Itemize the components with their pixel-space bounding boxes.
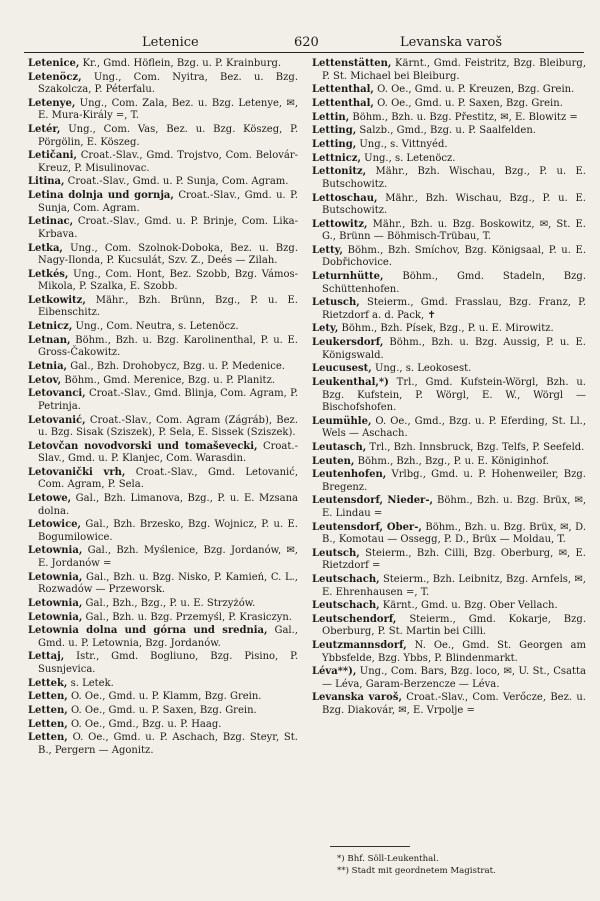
- entry-name: Letinac,: [28, 216, 74, 228]
- entry-name: Lettonitz,: [312, 166, 367, 178]
- entry-text: O. Oe., Gmd., Bzg. u. P. Eferding, St. Ll., Wels — Aschach.: [322, 415, 586, 440]
- entry-name: Letnicz,: [28, 321, 73, 333]
- directory-entry: [312, 84, 586, 97]
- entry-name: Leuten,: [312, 455, 355, 467]
- entry-name: Lettnicz,: [312, 152, 361, 164]
- directory-entry: [28, 321, 298, 334]
- entry-name: Letownia,: [28, 571, 83, 583]
- entry-text: Böhm., Bzh. Smíchov, Bzg. Königsaal, P. u. E. Dobřichovice.: [322, 244, 586, 269]
- directory-entry: [28, 295, 298, 320]
- entry-name: Leutensdorf, Nieder-,: [312, 495, 433, 507]
- directory-entry: [312, 548, 586, 573]
- directory-entry: [28, 98, 298, 123]
- directory-entry: [312, 574, 586, 599]
- footnote-rule: [330, 846, 410, 847]
- entry-name: Lettaj,: [28, 651, 65, 663]
- entry-name: Leturnhütte,: [312, 271, 384, 283]
- entry-text: Ung., s. Leokosest.: [374, 363, 472, 375]
- entry-name: Letten,: [28, 691, 68, 703]
- entry-name: Lettenthal,: [312, 84, 374, 96]
- directory-entry: [28, 335, 298, 360]
- page-header: [24, 30, 584, 53]
- directory-entry: [28, 176, 298, 189]
- directory-entry: [312, 614, 586, 639]
- directory-entry: [28, 58, 298, 71]
- entry-text: Trl., Bzh. Innsbruck, Bzg. Telfs, P. Seefeld.: [369, 441, 585, 453]
- entry-name: Letovanić,: [28, 414, 86, 426]
- directory-entry: [312, 271, 586, 296]
- entry-name: Letnan,: [28, 334, 71, 346]
- entry-name: Litina,: [28, 176, 65, 188]
- entry-name: Letusch,: [312, 297, 360, 309]
- directory-entry: [28, 732, 298, 757]
- directory-entry: [28, 519, 298, 544]
- entry-text: Kr., Gmd. Höflein, Bzg. u. P. Krainburg.: [82, 58, 282, 69]
- directory-entry: [28, 441, 298, 466]
- entry-text: Ung., Com. Neutra, s. Letenöcz.: [75, 321, 239, 333]
- entry-text: Ung., Com. Vas, Bez. u. Bzg. Köszeg, P. Pörgölin, E. Köszeg.: [38, 124, 298, 148]
- entry-text: N. Oe., Gmd. St. Georgen am Ybbsfelde, Bzg. Ybbs, P. Blindenmarkt.: [322, 640, 586, 664]
- directory-entry: [28, 190, 298, 215]
- page-number: 620: [294, 35, 319, 50]
- directory-entry: [312, 245, 586, 270]
- entry-name: Letownia dolna und górna und srednia,: [28, 625, 268, 637]
- entry-text: Ung., Com. Zala, Bez. u. Bzg. Letenye, ✉, E. Mura-Király =, T.: [38, 97, 298, 122]
- right-column: [312, 58, 586, 719]
- directory-entry: [312, 469, 586, 494]
- entry-name: Letka,: [28, 242, 63, 254]
- entry-text: Gal., Bzh. Drohobycz, Bzg. u. P. Medenice.: [70, 360, 285, 372]
- entry-text: Gal., Bzh. Myślenice, Bzg. Jordanów, ✉, E. Jordanów =: [38, 545, 298, 569]
- directory-entry: [312, 193, 586, 218]
- entry-name: Letten,: [28, 718, 68, 730]
- entry-name: Leukenthal,*): [312, 377, 389, 388]
- entry-text: Croat.-Slav., Gmd. u. P. Klanjec, Com. Warasdin.: [38, 440, 298, 465]
- entry-text: Croat.-Slav., Gmd. u. P. Sunja, Com. Agram.: [67, 176, 289, 188]
- directory-entry: [28, 243, 298, 268]
- entry-name: Leutensdorf, Ober-,: [312, 521, 422, 533]
- entry-text: Mähr., Bzh. Wischau, Bzg., P. u. E. Butschowitz.: [322, 192, 586, 216]
- entry-text: Gal., Bzh. u. Bzg. Przemyśl, P. Krasiczyn.: [85, 611, 293, 623]
- entry-text: Mähr., Bzh. Brünn, Bzg., P. u. E. Eibenschitz.: [38, 294, 298, 319]
- entry-text: Croat.-Slav., Gmd. u. P. Brinje, Com. Lika-Krbava.: [38, 216, 299, 240]
- entry-name: Letowe,: [28, 493, 72, 505]
- entry-text: Böhm., Bzh. u. Bzg. Přestitz, ✉, E. Blowitz =: [352, 111, 578, 123]
- entry-text: Croat.-Slav., Gmd. Blinja, Com. Agram, P. Petrinja.: [38, 388, 298, 412]
- directory-entry: [28, 651, 298, 676]
- entry-text: Böhm., Bzh. u. Bzg. Brüx, ✉, E. Lindau =: [322, 495, 587, 519]
- entry-text: Istr., Gmd. Bogliuno, Bzg. Pisino, P. Susnjevica.: [38, 651, 298, 675]
- entry-name: Letovanički vrh,: [28, 466, 126, 478]
- directory-entry: [28, 375, 298, 388]
- entry-name: Leutschendorf,: [312, 613, 397, 625]
- directory-entry: [28, 691, 298, 704]
- entry-text: Trl., Gmd. Kufstein-Wörgl, Bzh. u. Bzg. Kufstein, P. Wörgl, E. W., Wörgl — Bischofshofen.: [322, 377, 586, 413]
- directory-entry: [312, 112, 586, 125]
- directory-entry: [312, 600, 586, 613]
- entry-text: Croat.-Slav., Gmd. Letovanić, Com. Agram, P. Sela.: [38, 466, 298, 491]
- directory-entry: [312, 377, 586, 415]
- entry-text: Gal., Bzh. Brzesko, Bzg. Wojnicz, P. u. E. Bogumilowice.: [38, 519, 298, 543]
- left-column: [28, 58, 298, 759]
- entry-text: Steierm., Gmd. Frasslau, Bzg. Franz, P. Rietzdorf a. d. Pack, ✝: [322, 297, 586, 321]
- directory-entry: [28, 719, 298, 732]
- entry-text: Ung., Com. Nyitra, Bez. u. Bzg. Szakolcza, P. Péterfalu.: [38, 71, 298, 96]
- entry-name: Letnia,: [28, 360, 68, 372]
- entry-name: Letenöcz,: [28, 71, 82, 83]
- directory-entry: [28, 467, 298, 492]
- directory-entry: [28, 493, 298, 518]
- entry-text: Croat.-Slav., Com. Verőcze, Bez. u. Bzg. Diakovár, ✉, E. Vrpolje =: [322, 692, 586, 716]
- entry-text: O. Oe., Gmd. u. P. Klamm, Bzg. Grein.: [70, 691, 262, 703]
- entry-text: Kärnt., Gmd. u. Bzg. Ober Vellach.: [382, 600, 558, 612]
- directory-entry: [28, 269, 298, 294]
- directory-entry: [28, 572, 298, 597]
- entry-name: Letina dolnja und gornja,: [28, 190, 174, 202]
- entry-name: Lettenthal,: [312, 97, 374, 109]
- entry-text: Gal., Bzh. Limanova, Bzg., P. u. E. Mzsana dolna.: [38, 493, 298, 517]
- entry-name: Leutzmannsdorf,: [312, 640, 407, 652]
- entry-text: Gal., Gmd. u. P. Letownia, Bzg. Jordanów.: [38, 625, 298, 649]
- entry-name: Letownia,: [28, 611, 83, 623]
- directory-entry: [312, 297, 586, 322]
- entry-name: Letowice,: [28, 519, 82, 531]
- header-left: Letenice: [142, 35, 199, 50]
- entry-name: Letkés,: [28, 268, 69, 280]
- directory-entry: [312, 363, 586, 376]
- directory-entry: [312, 337, 586, 362]
- directory-entry: [312, 495, 586, 520]
- entry-name: Lettek,: [28, 677, 68, 689]
- entry-text: O. Oe., Gmd. u. P. Aschach, Bzg. Steyr, St. B., Pergern — Agonitz.: [38, 732, 298, 756]
- directory-entry: [28, 415, 298, 440]
- entry-text: Ung., Com. Bars, Bzg. loco, ✉, U. St., Csatta — Léva, Garam-Berzencze — Léva.: [322, 666, 586, 690]
- header-right: Levanska varoš: [400, 35, 503, 50]
- entry-text: Gal., Bzh., Bzg., P. u. E. Strzyżów.: [85, 597, 256, 609]
- directory-entry: [312, 139, 586, 152]
- directory-entry: [28, 625, 298, 650]
- directory-entry: [312, 323, 586, 336]
- entry-text: Böhm., Gmd. Merenice, Bzg. u. P. Planitz.: [64, 374, 276, 386]
- entry-text: Croat.-Slav., Gmd. Trojstvo, Com. Belovár-Kreuz, P. Misulinovac.: [38, 150, 298, 174]
- directory-entry: [312, 219, 586, 244]
- entry-name: Lettoschau,: [312, 192, 378, 204]
- entry-text: Kärnt., Gmd. Feistritz, Bzg. Bleiburg, P. St. Michael bei Bleiburg.: [322, 58, 586, 82]
- entry-text: Ung., Com. Hont, Bez. Szobb, Bzg. Vámos-Mikola, P. Szalka, E. Szobb.: [38, 268, 298, 293]
- entry-name: Letovanci,: [28, 388, 86, 400]
- entry-name: Letkowitz,: [28, 294, 86, 306]
- directory-entry: [312, 125, 586, 138]
- entry-text: Böhm., Bzh. u. Bzg. Karolinenthal, P. u. E. Gross-Čakowitz.: [38, 334, 298, 359]
- entry-name: Letty,: [312, 244, 343, 256]
- directory-entry: [28, 678, 298, 691]
- entry-name: Letownia,: [28, 545, 83, 557]
- directory-entry: [28, 612, 298, 625]
- directory-entry: [28, 361, 298, 374]
- entry-text: Mähr., Bzh. u. Bzg. Boskowitz, ✉, St. E. G., Brünn — Böhmisch-Trübau, T.: [322, 218, 586, 243]
- entry-name: Letér,: [28, 124, 61, 136]
- entry-name: Letov,: [28, 374, 62, 386]
- entry-text: Böhm., Gmd. Stadeln, Bzg. Schüttenhofen.: [322, 271, 586, 295]
- entry-name: Letting,: [312, 138, 357, 150]
- footnote: *) Bhf. Söll-Leukenthal.: [337, 854, 439, 864]
- footnote: **) Stadt mit geordnetem Magistrat.: [337, 866, 496, 876]
- footnotes: [312, 846, 582, 877]
- directory-entry: [312, 442, 586, 455]
- entry-text: Vrlbg., Gmd. u. P. Hohenweiler, Bzg. Bregenz.: [322, 469, 586, 493]
- directory-entry: [28, 216, 298, 241]
- directory-entry: [312, 640, 586, 665]
- entry-text: Ung., s. Letenöcz.: [364, 152, 456, 164]
- entry-name: Leutenhofen,: [312, 469, 387, 481]
- directory-entry: [28, 598, 298, 611]
- directory-entry: [28, 388, 298, 413]
- entry-name: Letten,: [28, 704, 68, 716]
- entry-name: Levanska varoš,: [312, 692, 402, 704]
- entry-text: O. Oe., Gmd. u. P. Kreuzen, Bzg. Grein.: [377, 84, 575, 96]
- entry-name: Letenice,: [28, 58, 80, 69]
- entry-name: Letownia,: [28, 597, 83, 609]
- directory-entry: [28, 124, 298, 149]
- entry-name: Leutasch,: [312, 441, 367, 453]
- entry-text: Steierm., Bzh. Leibnitz, Bzg. Arnfels, ✉, E. Ehrenhausen =, T.: [322, 574, 586, 598]
- directory-entry: [312, 666, 586, 691]
- entry-name: Letovčan novodvorski und tomaševecki,: [28, 440, 258, 452]
- directory-entry: [28, 72, 298, 97]
- directory-entry: [312, 153, 586, 166]
- directory-entry: [28, 150, 298, 175]
- directory-entry: [312, 692, 586, 717]
- entry-text: Böhm., Bzh. Písek, Bzg., P. u. E. Mirowitz.: [341, 323, 554, 335]
- entry-name: Lettowitz,: [312, 218, 368, 230]
- entry-text: O. Oe., Gmd. u. P. Saxen, Bzg. Grein.: [70, 704, 257, 716]
- directory-entry: [312, 58, 586, 83]
- entry-text: Ung., Com. Szolnok-Doboka, Bez. u. Bzg. Nagy-Ilonda, P. Kucsulát, Szv. Z., Deés — Zilah.: [38, 242, 298, 266]
- entry-text: Böhm., Bzh., Bzg., P. u. E. Königinhof.: [357, 455, 549, 467]
- directory-entry: [312, 98, 586, 111]
- entry-text: Salzb., Gmd., Bzg. u. P. Saalfelden.: [359, 125, 536, 137]
- entry-name: Letičani,: [28, 150, 77, 162]
- entry-name: Letten,: [28, 732, 68, 744]
- entry-text: Böhm., Bzh. u. Bzg. Brüx, ✉, D. B., Komotau — Ossegg, P. D., Brüx — Moldau, T.: [322, 521, 586, 546]
- directory-entry: [312, 522, 586, 547]
- entry-name: Lettenstätten,: [312, 58, 392, 69]
- directory-entry: [28, 545, 298, 570]
- directory-entry: [312, 166, 586, 191]
- entry-text: Steierm., Gmd. Kokarje, Bzg. Oberburg, P. St. Martin bei Cilli.: [322, 613, 586, 638]
- entry-text: Gal., Bzh. u. Bzg. Nisko, P. Kamień, C. L., Rozwadów — Przeworsk.: [38, 571, 298, 596]
- entry-name: Leucusest,: [312, 363, 372, 375]
- directory-entry: [312, 456, 586, 469]
- entry-name: Leutschach,: [312, 574, 380, 585]
- entry-text: Croat.-Slav., Com. Agram (Zágráb), Bez. u. Bzg. Sisak (Sziszek), P. Sela, E. Sissek (Sziszek).: [38, 414, 298, 438]
- entry-name: Leutsch,: [312, 547, 360, 559]
- entry-text: s. Letek.: [70, 677, 114, 689]
- directory-entry: [28, 705, 298, 718]
- entry-name: Lettin,: [312, 111, 350, 123]
- directory-entry: [312, 416, 586, 441]
- entry-name: Léva**),: [312, 666, 357, 678]
- entry-text: Böhm., Bzh. u. Bzg. Aussig, P. u. E. Königswald.: [322, 337, 586, 361]
- entry-name: Letting,: [312, 125, 357, 137]
- entry-text: O. Oe., Gmd. u. P. Saxen, Bzg. Grein.: [377, 97, 563, 109]
- entry-text: O. Oe., Gmd., Bzg. u. P. Haag.: [70, 718, 222, 730]
- entry-text: Croat.-Slav., Gmd. u. P. Sunja, Com. Agram.: [38, 190, 298, 214]
- entry-name: Lety,: [312, 323, 339, 335]
- entry-text: Steierm., Bzh. Cilli, Bzg. Oberburg, ✉, E. Rietzdorf =: [322, 547, 586, 572]
- entry-name: Leutschach,: [312, 600, 380, 612]
- entry-name: Letenye,: [28, 97, 76, 109]
- entry-name: Leukersdorf,: [312, 337, 384, 349]
- entry-text: Mähr., Bzh. Wischau, Bzg., P. u. E. Butschowitz.: [322, 166, 586, 190]
- entry-name: Leumühle,: [312, 415, 372, 427]
- entry-text: Ung., s. Vittnyéd.: [359, 138, 448, 150]
